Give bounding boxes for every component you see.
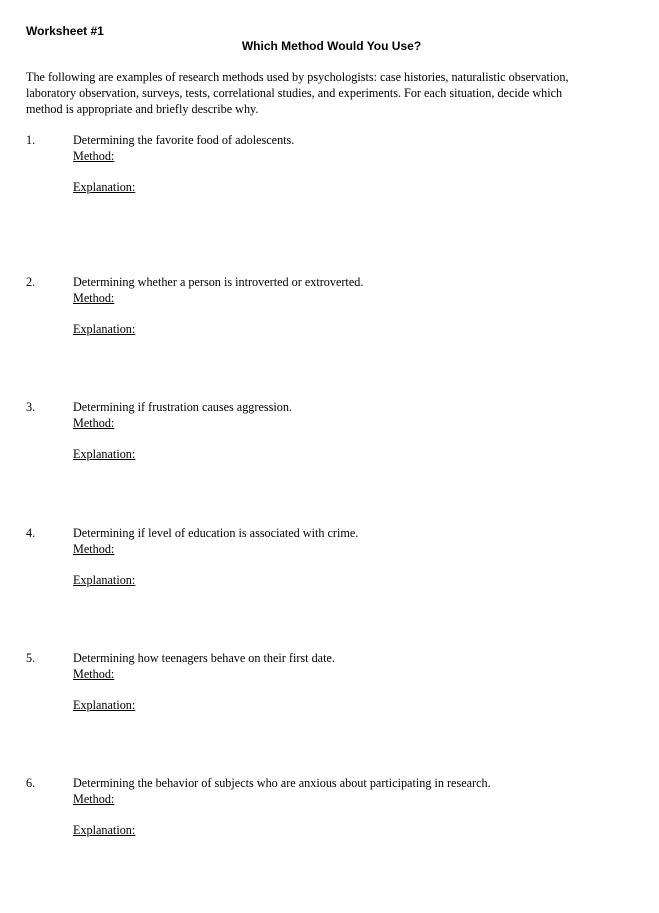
explanation-field[interactable]: Explanation: — [73, 322, 136, 336]
instructions-paragraph — [26, 69, 622, 117]
method-field[interactable]: Method: — [73, 667, 115, 681]
explanation-field[interactable]: Explanation: — [73, 180, 136, 194]
explanation-field[interactable]: Explanation: — [73, 823, 136, 837]
instructions-line: method is appropriate and briefly describe why. — [26, 102, 259, 116]
question-text: Determining how teenagers behave on their first date. — [73, 651, 335, 665]
method-label: Method — [73, 792, 111, 806]
explanation-field[interactable]: Explanation: — [73, 447, 136, 461]
explanation-label: Explanation — [73, 698, 132, 712]
explanation-label: Explanation — [73, 447, 132, 461]
method-label: Method — [73, 291, 111, 305]
question-text: Determining the behavior of subjects who are anxious about participating in research. — [73, 776, 491, 790]
question-body — [73, 132, 623, 195]
method-label: Method — [73, 667, 111, 681]
question-body — [73, 775, 623, 838]
question-text: Determining if level of education is associated with crime. — [73, 526, 359, 540]
question-body — [73, 399, 623, 462]
question-number: 6. — [26, 776, 36, 790]
method-field[interactable]: Method: — [73, 291, 115, 305]
question-number: 5. — [26, 651, 36, 665]
question-text: Determining if frustration causes aggression. — [73, 400, 292, 414]
method-label: Method — [73, 542, 111, 556]
method-field[interactable]: Method: — [73, 792, 115, 806]
question-text: Determining the favorite food of adolescents. — [73, 133, 295, 147]
method-field[interactable]: Method: — [73, 149, 115, 163]
method-field[interactable]: Method: — [73, 416, 115, 430]
worksheet-title: Which Method Would You Use? — [241, 39, 422, 53]
question-body — [73, 525, 623, 588]
question-number: 4. — [26, 526, 36, 540]
method-field[interactable]: Method: — [73, 542, 115, 556]
question-number: 2. — [26, 275, 36, 289]
question-body — [73, 274, 623, 337]
question-body — [73, 650, 623, 713]
explanation-label: Explanation — [73, 322, 132, 336]
explanation-field[interactable]: Explanation: — [73, 573, 136, 587]
worksheet-label: Worksheet #1 — [26, 24, 104, 38]
question-number: 1. — [26, 133, 36, 147]
question-number: 3. — [26, 400, 36, 414]
explanation-label: Explanation — [73, 573, 132, 587]
explanation-field[interactable]: Explanation: — [73, 698, 136, 712]
instructions-line: laboratory observation, surveys, tests, correlational studies, and experiments. For each situation, decide which — [26, 86, 563, 100]
question-text: Determining whether a person is introverted or extroverted. — [73, 275, 364, 289]
explanation-label: Explanation — [73, 823, 132, 837]
explanation-label: Explanation — [73, 180, 132, 194]
method-label: Method — [73, 416, 111, 430]
instructions-line: The following are examples of research methods used by psychologists: case histories, naturalistic observation, — [26, 70, 569, 84]
method-label: Method — [73, 149, 111, 163]
